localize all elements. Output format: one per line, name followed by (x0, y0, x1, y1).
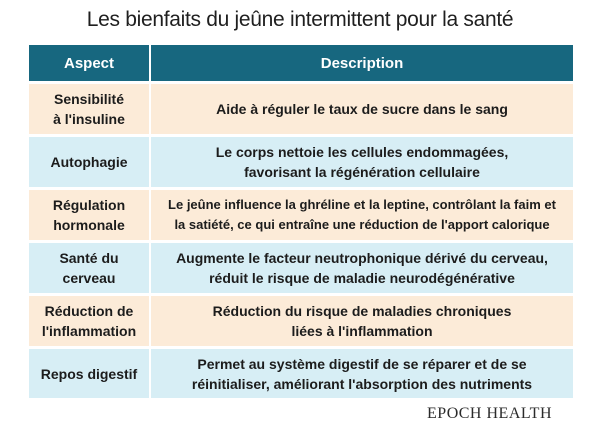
description-cell (150, 83, 573, 136)
table-header-row (29, 45, 573, 83)
description-text: réduit le risque de maladie neurodégénérative (209, 270, 515, 286)
aspect-text: Régulation (52, 197, 126, 213)
aspect-cell (29, 83, 150, 136)
aspect-cell (29, 189, 150, 242)
table-row (29, 189, 573, 242)
aspect-text: Santé du (59, 250, 119, 266)
aspect-text: Sensibilité (53, 91, 125, 107)
description-text: la satiété, ce qui entraîne une réduction de l'apport calorique (174, 217, 550, 232)
benefits-table (29, 45, 573, 398)
description-text: Le corps nettoie les cellules endommagées, (215, 144, 509, 160)
description-cell (150, 189, 573, 242)
description-text: réinitialiser, améliorant l'absorption des nutriments (191, 375, 533, 392)
table-row (29, 242, 573, 295)
description-cell (150, 136, 573, 189)
description-text: favorisant la régénération cellulaire (244, 164, 480, 180)
description-cell (150, 295, 573, 348)
page-title: Les bienfaits du jeûne intermittent pour la santé (86, 8, 514, 31)
aspect-cell (29, 242, 150, 295)
aspect-cell (29, 348, 150, 399)
description-text: liées à l'inflammation (291, 323, 433, 339)
aspect-text: à l'insuline (53, 111, 125, 127)
description-text: Permet au système digestif de se réparer et de se (197, 355, 527, 372)
aspect-cell (29, 295, 150, 348)
aspect-text: Autophagie (50, 154, 128, 170)
description-text: Le jeûne influence la ghréline et la leptine, contrôlant la faim et (168, 197, 556, 212)
aspect-text: hormonale (53, 217, 125, 233)
header-aspect: Aspect (29, 45, 150, 83)
description-text: Augmente le facteur neutrophonique dérivé du cerveau, (176, 250, 548, 266)
aspect-text: Réduction de (44, 303, 134, 319)
table-row (29, 83, 573, 136)
aspect-text: l'inflammation (41, 323, 137, 339)
description-text: Réduction du risque de maladies chroniques (212, 303, 512, 319)
table-row (29, 295, 573, 348)
aspect-text: cerveau (62, 270, 116, 286)
header-description: Description (150, 45, 573, 83)
description-text: Aide à réguler le taux de sucre dans le sang (216, 101, 508, 117)
epoch-health-logo: EPOCH HEALTH (427, 405, 552, 422)
aspect-cell (29, 136, 150, 189)
description-cell (150, 348, 573, 399)
aspect-text: Repos digestif (40, 365, 138, 382)
description-cell (150, 242, 573, 295)
table-row (29, 348, 573, 399)
table-row (29, 136, 573, 189)
